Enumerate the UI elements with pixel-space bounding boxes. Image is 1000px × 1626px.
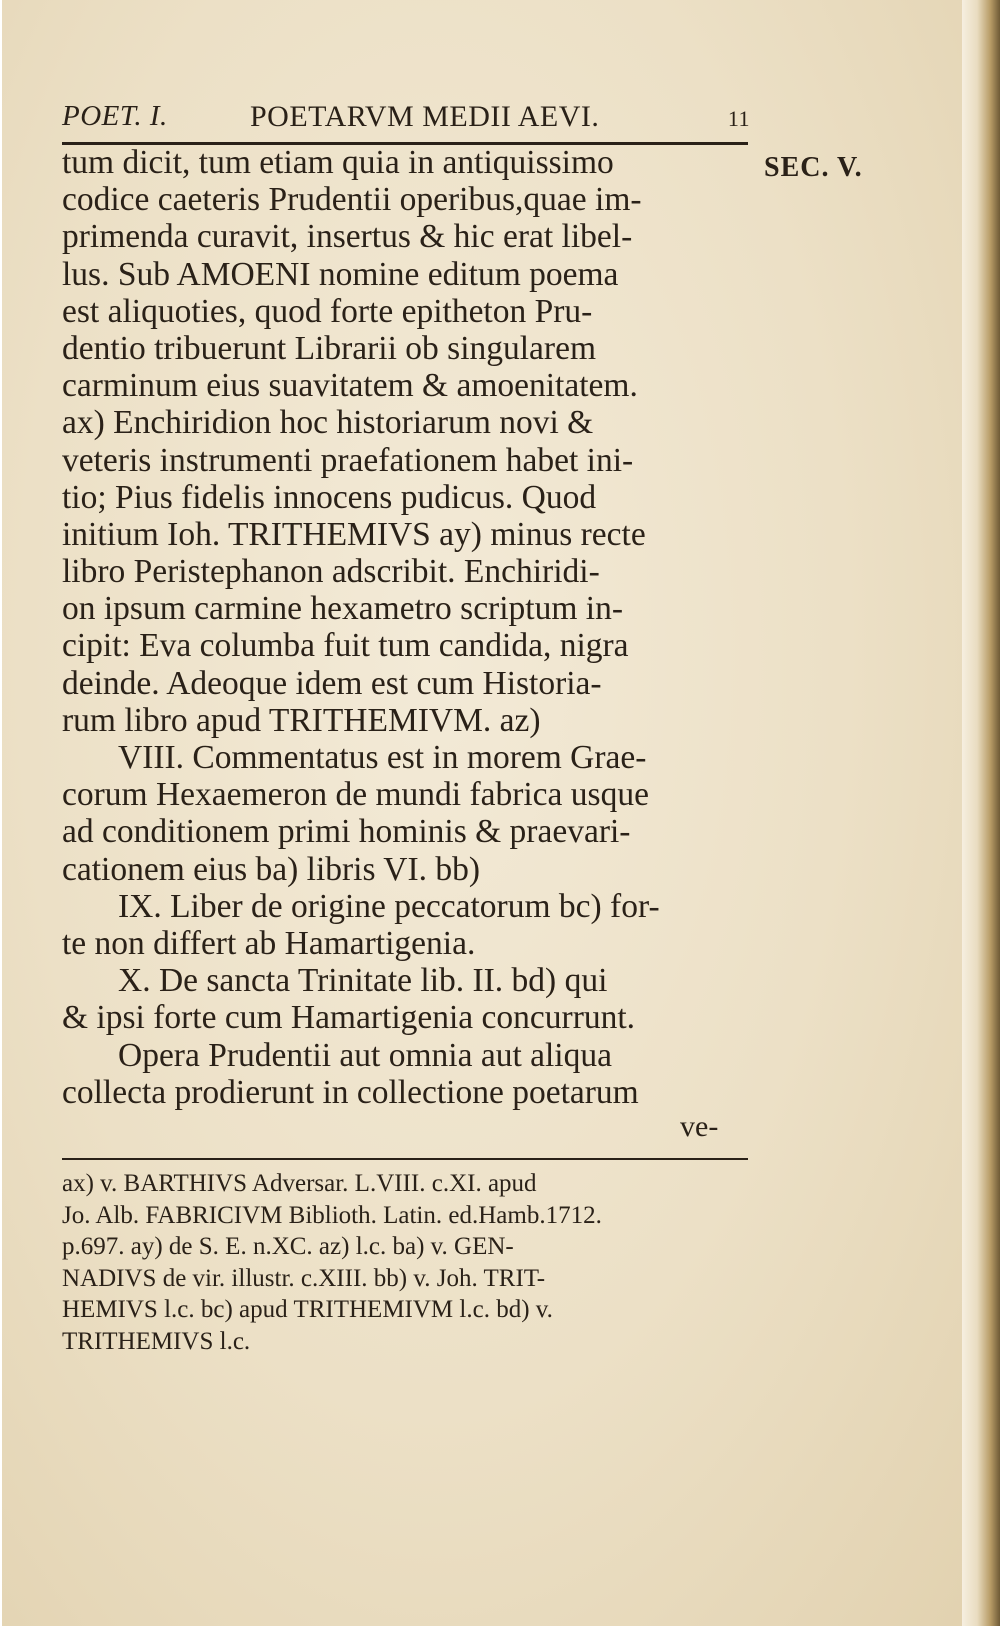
- body-line: VIII. Commentatus est in morem Grae-: [118, 739, 647, 776]
- footnote-rule: [62, 1158, 748, 1160]
- body-line: deinde. Adeoque idem est cum Historia-: [62, 664, 602, 702]
- body-line: initium Ioh. TRITHEMIVS ay) minus recte: [62, 515, 646, 553]
- body-line: IX. Liber de origine peccatorum bc) for-: [118, 887, 660, 925]
- body-line: est aliquoties, quod forte epitheton Pru-: [62, 292, 593, 330]
- header-title: POETARVM MEDII AEVI.: [250, 100, 600, 133]
- body-text: [62, 144, 752, 1111]
- footnote-line: TRITHEMIVS l.c.: [62, 1327, 251, 1355]
- header-section-label: POET. I.: [62, 100, 168, 132]
- book-spine-edge: [962, 0, 1000, 1626]
- body-line: te non differt ab Hamartigenia.: [62, 924, 476, 962]
- footnote-line: p.697. ay) de S. E. n.XC. az) l.c. ba) v. GEN-: [62, 1233, 514, 1260]
- footnote-line: Jo. Alb. FABRICIVM Biblioth. Latin. ed.Hamb.1712.: [62, 1201, 602, 1229]
- footnote-line: ax) v. BARTHIVS Adversar. L.VIII. c.XI. apud: [62, 1170, 537, 1197]
- body-line: tum dicit, tum etiam quia in antiquissimo: [62, 144, 614, 181]
- body-line: cationem eius ba) libris VI. bb): [62, 850, 481, 888]
- body-line: libro Peristephanon adscribit. Enchiridi-: [62, 553, 600, 591]
- running-header: [60, 96, 750, 140]
- footnotes: [62, 1168, 752, 1357]
- body-line: codice caeteris Prudentii operibus,quae im-: [62, 181, 642, 219]
- body-line: rum libro apud TRITHEMIVM. az): [62, 701, 541, 739]
- body-line: veteris instrumenti praefationem habet ini-: [62, 441, 634, 479]
- body-line: Opera Prudentii aut omnia aut aliqua: [118, 1036, 612, 1074]
- body-line: on ipsum carmine hexametro scriptum in-: [62, 590, 623, 628]
- body-line: X. De sancta Trinitate lib. II. bd) qui: [118, 962, 608, 1000]
- margin-note: SEC. V.: [764, 152, 863, 183]
- body-line: & ipsi forte cum Hamartigenia concurrunt.: [62, 999, 636, 1037]
- footnote-line: NADIVS de vir. illustr. c.XIII. bb) v. Joh. TRIT-: [62, 1264, 546, 1292]
- body-line: ad conditionem primi hominis & praevari-: [62, 813, 631, 851]
- body-line: tio; Pius fidelis innocens pudicus. Quod: [62, 478, 597, 516]
- body-line: carminum eius suavitatem & amoenitatem.: [62, 367, 638, 405]
- body-line: corum Hexaemeron de mundi fabrica usque: [62, 776, 649, 814]
- body-line: dentio tribuerunt Librarii ob singularem: [62, 329, 597, 367]
- body-line: primenda curavit, insertus & hic erat libel-: [62, 218, 633, 256]
- body-line: lus. Sub AMOENI nomine editum poema: [62, 255, 619, 293]
- body-line: collecta prodierunt in collectione poetarum: [62, 1073, 639, 1111]
- body-line: cipit: Eva columba fuit tum candida, nigra: [62, 627, 629, 665]
- footnote-line: HEMIVS l.c. bc) apud TRITHEMIVM l.c. bd) v.: [62, 1296, 553, 1323]
- page-number: 11: [727, 106, 750, 131]
- catchword: ve-: [680, 1110, 719, 1143]
- body-line: ax) Enchiridion hoc historiarum novi &: [62, 404, 594, 442]
